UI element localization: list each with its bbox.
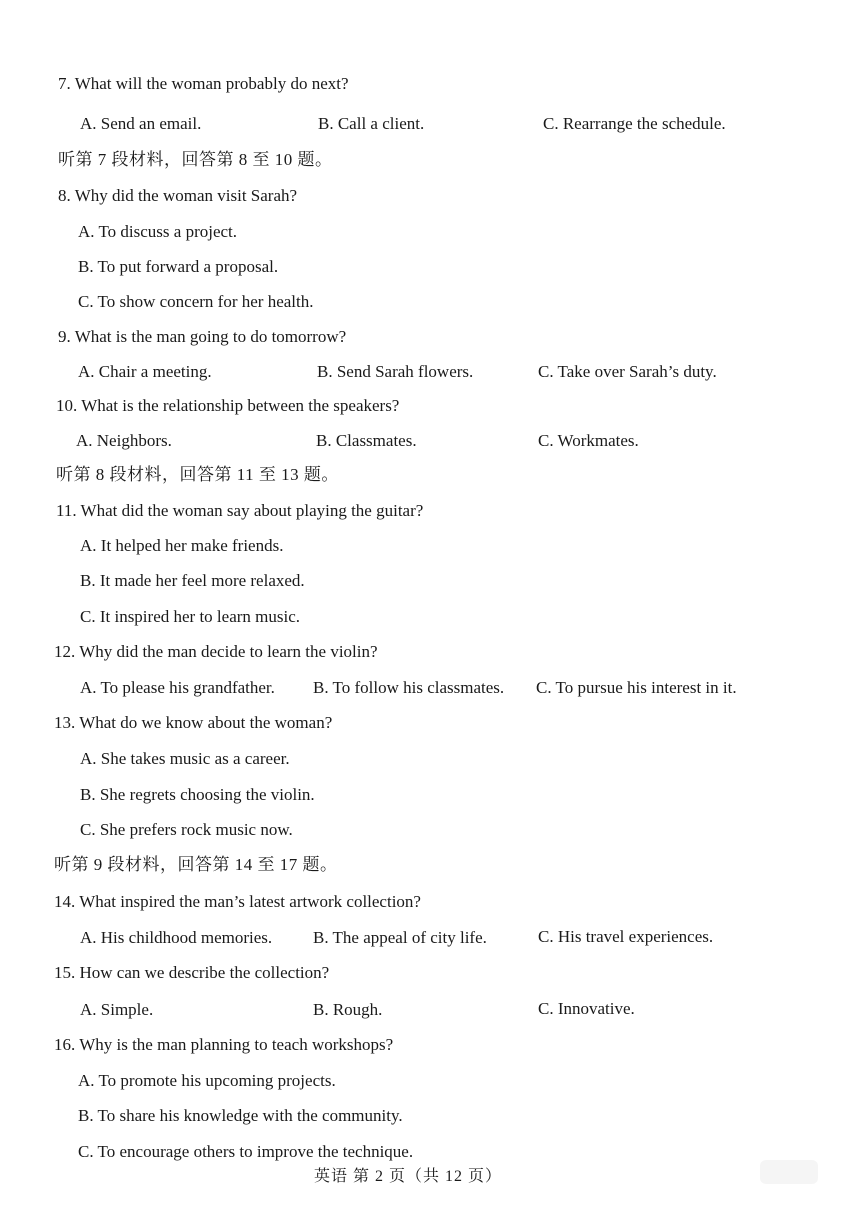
q9-option-b: B. Send Sarah flowers. bbox=[317, 362, 474, 381]
q13-option-c: C. She prefers rock music now. bbox=[80, 820, 293, 839]
q7-option-b: B. Call a client. bbox=[318, 114, 425, 133]
q11-option-b: B. It made her feel more relaxed. bbox=[80, 571, 305, 590]
q13-option-b: B. She regrets choosing the violin. bbox=[80, 785, 315, 804]
q15-option-b: B. Rough. bbox=[313, 1000, 383, 1019]
page-footer: 英语 第 2 页（共 12 页） bbox=[314, 1168, 503, 1185]
q10-option-c: C. Workmates. bbox=[538, 431, 639, 450]
q16-option-a: A. To promote his upcoming projects. bbox=[78, 1071, 336, 1090]
question-16: 16. Why is the man planning to teach workshops? bbox=[54, 1035, 394, 1054]
q10-option-b: B. Classmates. bbox=[316, 431, 417, 450]
q16-option-c: C. To encourage others to improve the technique. bbox=[78, 1142, 414, 1161]
q7-option-a: A. Send an email. bbox=[80, 114, 202, 133]
q14-option-c: C. His travel experiences. bbox=[538, 927, 714, 946]
question-12: 12. Why did the man decide to learn the violin? bbox=[54, 642, 378, 661]
question-11: 11. What did the woman say about playing the guitar? bbox=[56, 501, 424, 520]
section-7-instruction: 听第 7 段材料，回答第 8 至 10 题。 bbox=[58, 150, 333, 169]
q9-option-c: C. Take over Sarah’s duty. bbox=[538, 362, 717, 381]
q14-option-a: A. His childhood memories. bbox=[80, 928, 273, 947]
q12-option-b: B. To follow his classmates. bbox=[313, 678, 505, 697]
q14-option-b: B. The appeal of city life. bbox=[313, 928, 487, 947]
section-8-instruction: 听第 8 段材料，回答第 11 至 13 题。 bbox=[56, 465, 339, 484]
q11-option-a: A. It helped her make friends. bbox=[80, 536, 284, 555]
section-9-instruction: 听第 9 段材料，回答第 14 至 17 题。 bbox=[54, 855, 338, 874]
q12-option-c: C. To pursue his interest in it. bbox=[536, 678, 737, 697]
q16-option-b: B. To share his knowledge with the community. bbox=[78, 1106, 403, 1125]
q8-option-b: B. To put forward a proposal. bbox=[78, 257, 279, 276]
q9-option-a: A. Chair a meeting. bbox=[78, 362, 212, 381]
q10-option-a: A. Neighbors. bbox=[76, 431, 172, 450]
question-8: 8. Why did the woman visit Sarah? bbox=[58, 186, 298, 205]
q8-option-c: C. To show concern for her health. bbox=[78, 292, 314, 311]
question-13: 13. What do we know about the woman? bbox=[54, 713, 333, 732]
q8-option-a: A. To discuss a project. bbox=[78, 222, 238, 241]
q11-option-c: C. It inspired her to learn music. bbox=[80, 607, 301, 626]
scan-smudge bbox=[760, 1160, 818, 1184]
question-10: 10. What is the relationship between the speakers? bbox=[56, 396, 400, 415]
question-9: 9. What is the man going to do tomorrow? bbox=[58, 327, 347, 346]
question-7: 7. What will the woman probably do next? bbox=[58, 74, 349, 93]
q12-option-a: A. To please his grandfather. bbox=[80, 678, 275, 697]
q15-option-a: A. Simple. bbox=[80, 1000, 154, 1019]
q7-option-c: C. Rearrange the schedule. bbox=[543, 114, 726, 133]
question-15: 15. How can we describe the collection? bbox=[54, 963, 330, 982]
q13-option-a: A. She takes music as a career. bbox=[80, 749, 290, 768]
question-14: 14. What inspired the man’s latest artwork collection? bbox=[54, 892, 421, 911]
q15-option-c: C. Innovative. bbox=[538, 999, 635, 1018]
